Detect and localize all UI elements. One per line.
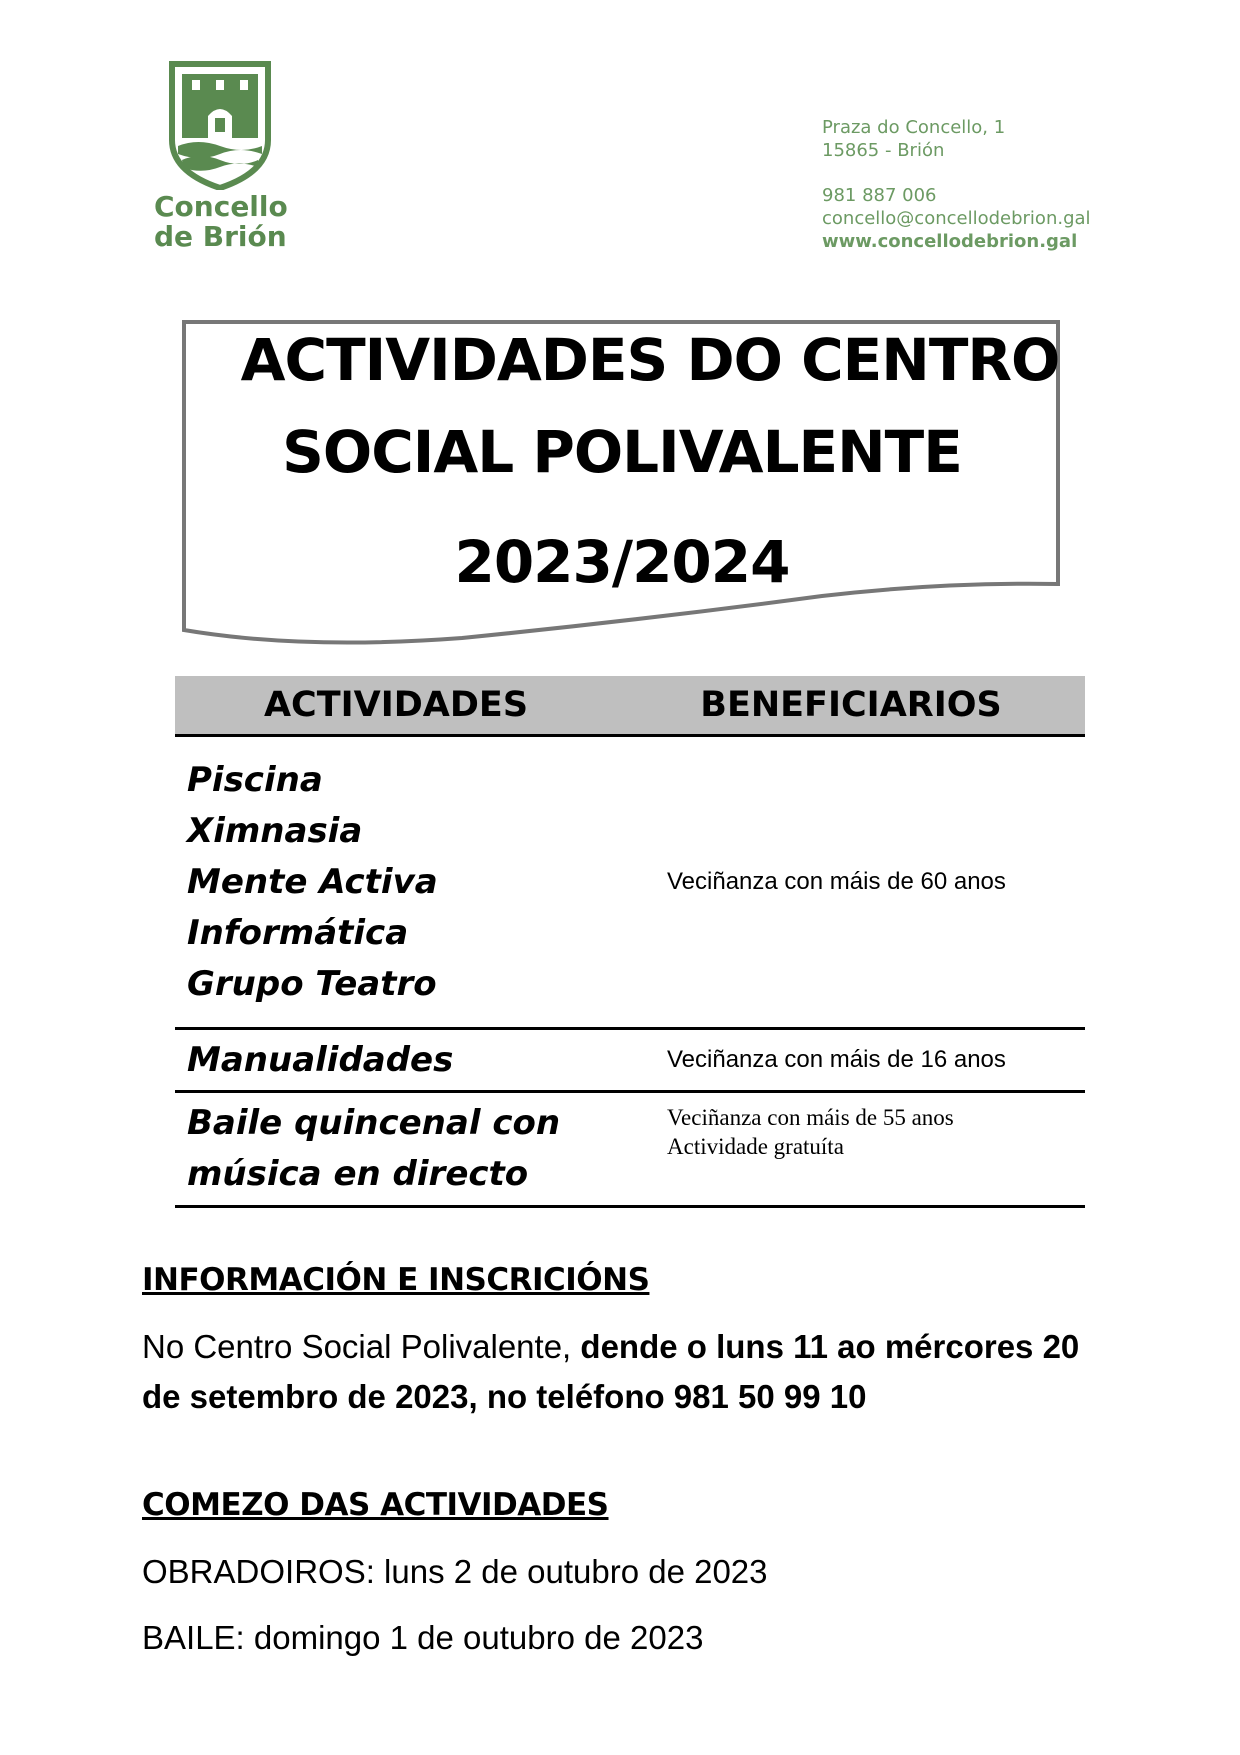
beneficiary-text: Actividade gratuíta <box>667 1134 844 1159</box>
phone: 981 887 006 <box>822 185 937 206</box>
contact-block <box>822 116 1091 253</box>
activity-item: Manualidades <box>187 1039 454 1080</box>
activity-item: Grupo Teatro <box>187 963 437 1004</box>
website: www.concellodebrion.gal <box>822 231 1078 252</box>
page-title-line2: SOCIAL POLIVALENTE <box>282 418 962 486</box>
activities-cell <box>175 736 617 1029</box>
title-box <box>182 320 1062 650</box>
beneficiaries-cell <box>617 736 1085 1029</box>
table-row <box>175 1029 1085 1092</box>
activity-item: música en directo <box>187 1154 529 1194</box>
activities-cell <box>175 1092 617 1207</box>
activity-item: Baile quincenal con <box>187 1103 561 1143</box>
table-header-row <box>175 676 1085 736</box>
activities-table <box>175 676 1085 1208</box>
logo-text-line2: de Brión <box>154 220 287 253</box>
table-row <box>175 736 1085 1029</box>
beneficiary-text: Veciñanza con máis de 60 anos <box>667 868 1006 895</box>
beneficiary-text: Veciñanza con máis de 55 anos <box>667 1105 954 1130</box>
logo-text-line1: Concello <box>154 190 288 223</box>
table-row <box>175 1092 1085 1207</box>
info-text-bold: dende o luns 11 ao mércores 20 de setembro de 2023, no teléfono 981 50 99 10 <box>142 1328 1080 1415</box>
activities-cell <box>175 1029 617 1092</box>
activity-item: Ximnasia <box>187 810 363 851</box>
beneficiaries-cell <box>617 1092 1085 1207</box>
activity-item: Mente Activa <box>187 861 438 902</box>
castle-shield-icon <box>168 60 272 190</box>
address-line2: 15865 - Brión <box>822 140 945 161</box>
logo-text <box>154 192 304 252</box>
info-paragraph <box>142 1322 1102 1422</box>
start-heading: COMEZO DAS ACTIVIDADES <box>142 1487 609 1523</box>
header-activities: ACTIVIDADES <box>175 676 617 736</box>
activity-item: Informática <box>187 912 409 953</box>
beneficiary-text: Veciñanza con máis de 16 anos <box>667 1046 1006 1073</box>
header-beneficiaries: BENEFICIARIOS <box>617 676 1085 736</box>
beneficiaries-cell <box>617 1029 1085 1092</box>
start-dance: BAILE: domingo 1 de outubro de 2023 <box>142 1619 704 1656</box>
start-workshops: OBRADOIROS: luns 2 de outubro de 2023 <box>142 1553 768 1590</box>
email: concello@concellodebrion.gal <box>822 208 1091 229</box>
page-title-line3: 2023/2024 <box>454 528 790 596</box>
activity-item: Piscina <box>187 759 323 800</box>
address-line1: Praza do Concello, 1 <box>822 117 1006 138</box>
info-text-plain: No Centro Social Polivalente, <box>142 1328 581 1365</box>
info-heading: INFORMACIÓN E INSCRICIÓNS <box>142 1262 650 1298</box>
page-title-line1: ACTIVIDADES DO CENTRO <box>240 326 1060 394</box>
